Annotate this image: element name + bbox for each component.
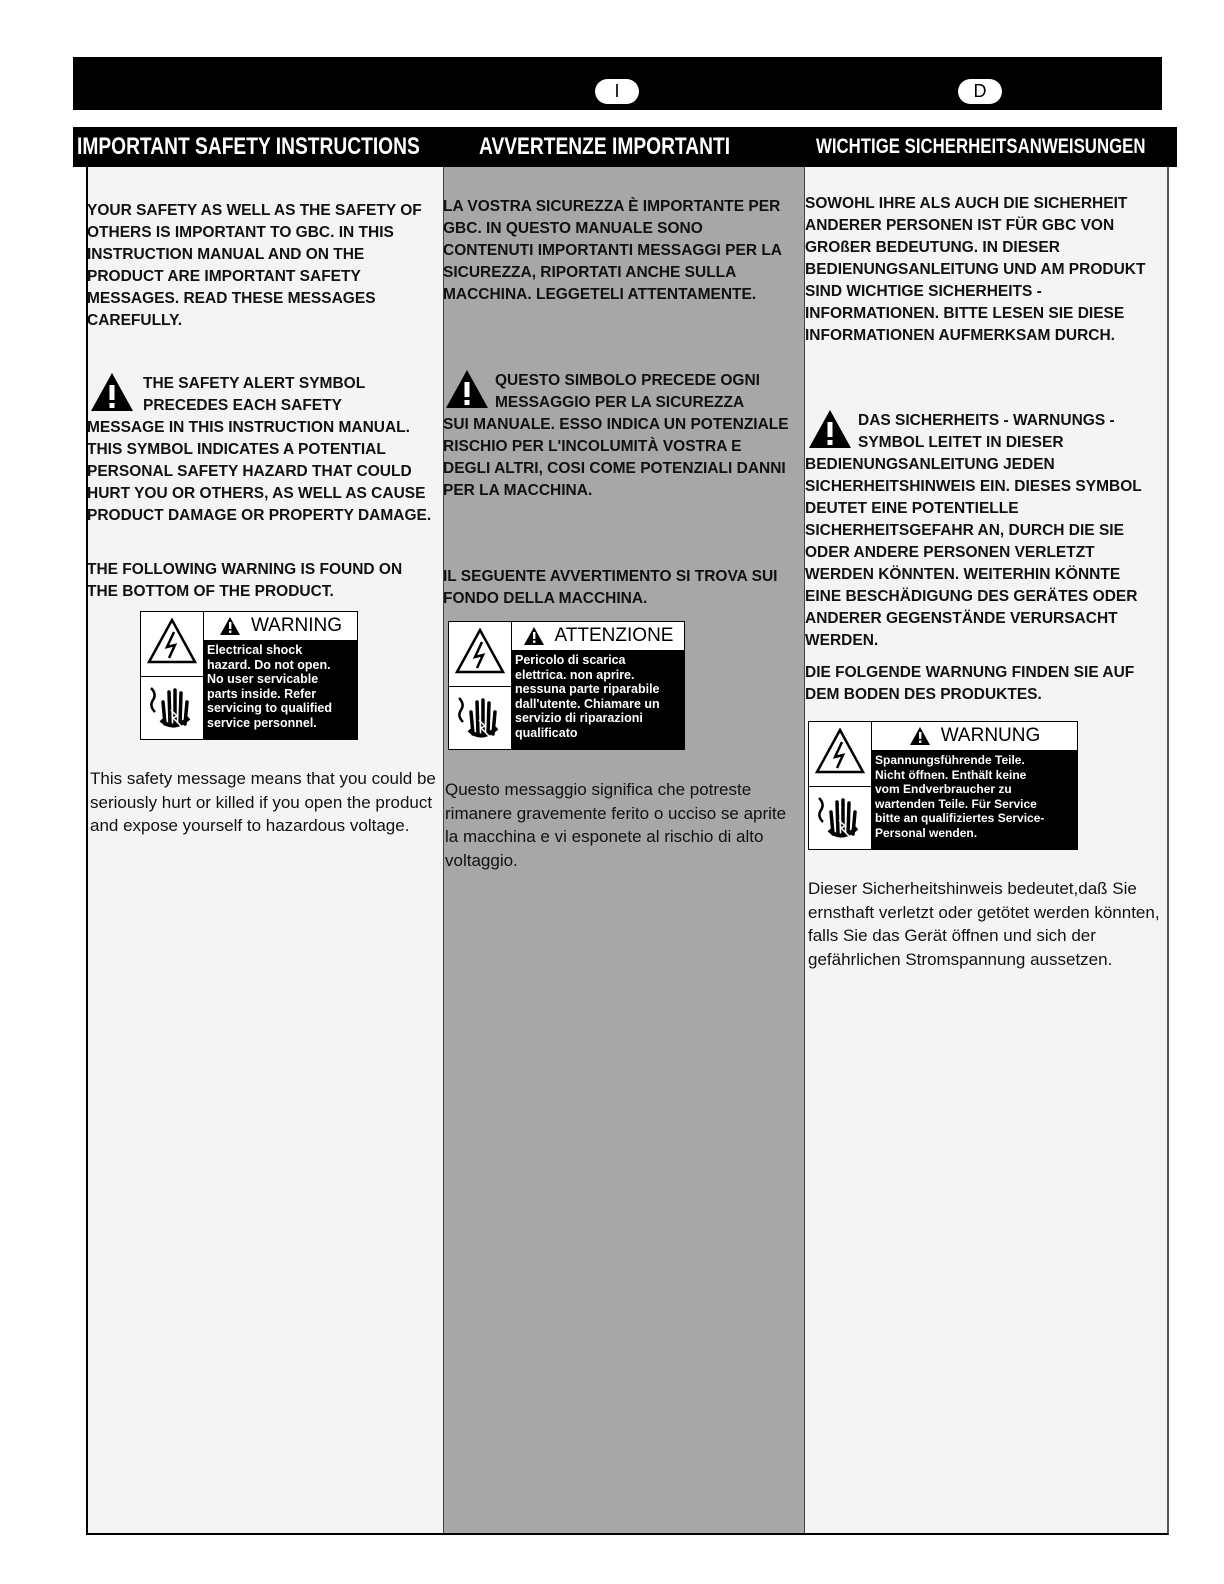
warning-label-title-row <box>872 722 1077 751</box>
header-italian: AVVERTENZE IMPORTANTI <box>479 133 731 160</box>
column-headers <box>73 127 1177 167</box>
hand-shock-icon <box>147 680 197 732</box>
top-language-bar <box>73 57 1162 110</box>
warning-triangle-icon <box>523 626 545 646</box>
hand-shock-icon <box>815 790 865 842</box>
electric-shock-icon <box>815 728 865 774</box>
header-english: IMPORTANT SAFETY INSTRUCTIONS <box>77 133 420 160</box>
header-german: WICHTIGE SICHERHEITSANWEISUNGEN <box>816 135 1146 158</box>
language-marker-italian: I <box>595 79 639 104</box>
warning-label-title: WARNUNG <box>940 725 1041 746</box>
it-intro: LA VOSTRA SICUREZZA È IMPORTANTE PER GBC. IN QUESTO MANUALE SONO CONTENUTI IMPORTANTI MESSAGGI PER LA SICUREZZA, RIPORTATI ANCHE SULLA MACCHINA. LEGGETELI ATTENTAMENTE. <box>443 198 782 303</box>
hand-shock-icon <box>455 690 505 742</box>
it-alert-rest: SUI MANUALE. ESSO INDICA UN POTENZIALE RISCHIO PER L'INCOLUMITÀ VOSTRA E DEGLI ALTRI, COSI COME POTENZIALI DANNI PER LA MACCHINA. <box>443 416 789 499</box>
it-following: IL SEGUENTE AVVERTIMENTO SI TROVA SUI FONDO DELLA MACCHINA. <box>443 568 778 607</box>
it-alert-lead: QUESTO SIMBOLO PRECEDE OGNI MESSAGGIO PER LA SICUREZZA <box>495 372 760 411</box>
de-alert-rest: BEDIENUNGSANLEITUNG JEDEN SICHERHEITSHINWEIS EIN. DIESES SYMBOL DEUTET EINE POTENTIELLE SICHERHEITSGEFAHR AN, DURCH DIE SIE ODER ANDERE PERSONEN VERLETZT WERDEN KÖNNTEN. WEITERHIN KÖNNTE EINE BESCHÄDIGUNG DES GERÄTES ODER ANDERER GEGENSTÄNDE VERURSACHT WERDEN. <box>805 456 1142 649</box>
de-following: DIE FOLGENDE WARNUNG FINDEN SIE AUF DEM BODEN DES PRODUKTES. <box>805 664 1135 703</box>
electric-shock-icon <box>147 618 197 664</box>
it-meaning: Questo messaggio significa che potreste rimanere gravemente ferito o ucciso se aprite la macchina e vi esponete al rischio di alto voltaggio. <box>445 780 787 870</box>
safety-alert-triangle-icon <box>90 372 134 412</box>
warning-label-title: ATTENZIONE <box>554 625 674 646</box>
en-intro: YOUR SAFETY AS WELL AS THE SAFETY OF OTHERS IS IMPORTANT TO GBC. IN THIS INSTRUCTION MANUAL AND ON THE PRODUCT ARE IMPORTANT SAFETY MESSAGES. READ THESE MESSAGES CAREFULLY. <box>87 202 422 329</box>
warning-label-icons <box>141 612 204 739</box>
safety-alert-triangle-icon <box>808 409 852 449</box>
de-intro: SOWOHL IHRE ALS AUCH DIE SICHERHEIT ANDERER PERSONEN IST FÜR GBC VON GROßER BEDEUTUNG. IN DIESER BEDIENUNGSANLEITUNG UND AM PRODUKT SIND WICHTIGE SICHERHEITS - INFORMATIONEN. BITTE LESEN SIE DIESE INFORMATIONEN AUFMERKSAM DURCH. <box>805 195 1146 344</box>
warning-label-title-row <box>512 622 684 651</box>
warning-label-title: WARNING <box>250 615 343 636</box>
electric-shock-icon <box>455 628 505 674</box>
warning-triangle-icon <box>909 726 931 746</box>
warning-label-de <box>808 721 1078 850</box>
warning-label-text: Pericolo di scarica elettrica. non aprire. nessuna parte riparabile dall'utente. Chiamare un servizio di riparazioni qualificato <box>512 651 684 749</box>
en-following: THE FOLLOWING WARNING IS FOUND ON THE BOTTOM OF THE PRODUCT. <box>87 561 403 600</box>
warning-label-it <box>448 621 685 750</box>
en-alert-rest: MESSAGE IN THIS INSTRUCTION MANUAL. THIS SYMBOL INDICATES A POTENTIAL PERSONAL SAFETY HAZARD THAT COULD HURT YOU OR OTHERS, AS WELL AS CAUSE PRODUCT DAMAGE OR PROPERTY DAMAGE. <box>87 419 432 524</box>
warning-label-en <box>140 611 358 740</box>
warning-label-icons <box>449 622 512 749</box>
de-alert-lead: DAS SICHERHEITS - WARNUNGS - SYMBOL LEITET IN DIESER <box>858 412 1115 451</box>
language-marker-german: D <box>958 79 1002 104</box>
de-meaning: Dieser Sicherheitshinweis bedeutet,daß Sie ernsthaft verletzt oder getötet werden könnten, falls Sie das Gerät öffnen und sich der gefährlichen Stromspannung aussetzen. <box>808 879 1160 969</box>
en-alert-lead: THE SAFETY ALERT SYMBOL PRECEDES EACH SAFETY <box>143 375 365 414</box>
warning-label-title-row <box>204 612 357 641</box>
warning-label-text: Electrical shock hazard. Do not open. No user servicable parts inside. Refer servicing to qualified service personnel. <box>204 641 357 739</box>
safety-alert-triangle-icon <box>445 369 489 409</box>
warning-label-text: Spannungsführende Teile. Nicht öffnen. Enthält keine vom Endverbraucher zu wartenden Teile. Für Service bitte an qualifiziertes Service- Personal wenden. <box>872 751 1077 849</box>
warning-label-icons <box>809 722 872 849</box>
warning-triangle-icon <box>219 616 241 636</box>
en-meaning: This safety message means that you could be seriously hurt or killed if you open the product and expose yourself to hazardous voltage. <box>90 769 436 835</box>
